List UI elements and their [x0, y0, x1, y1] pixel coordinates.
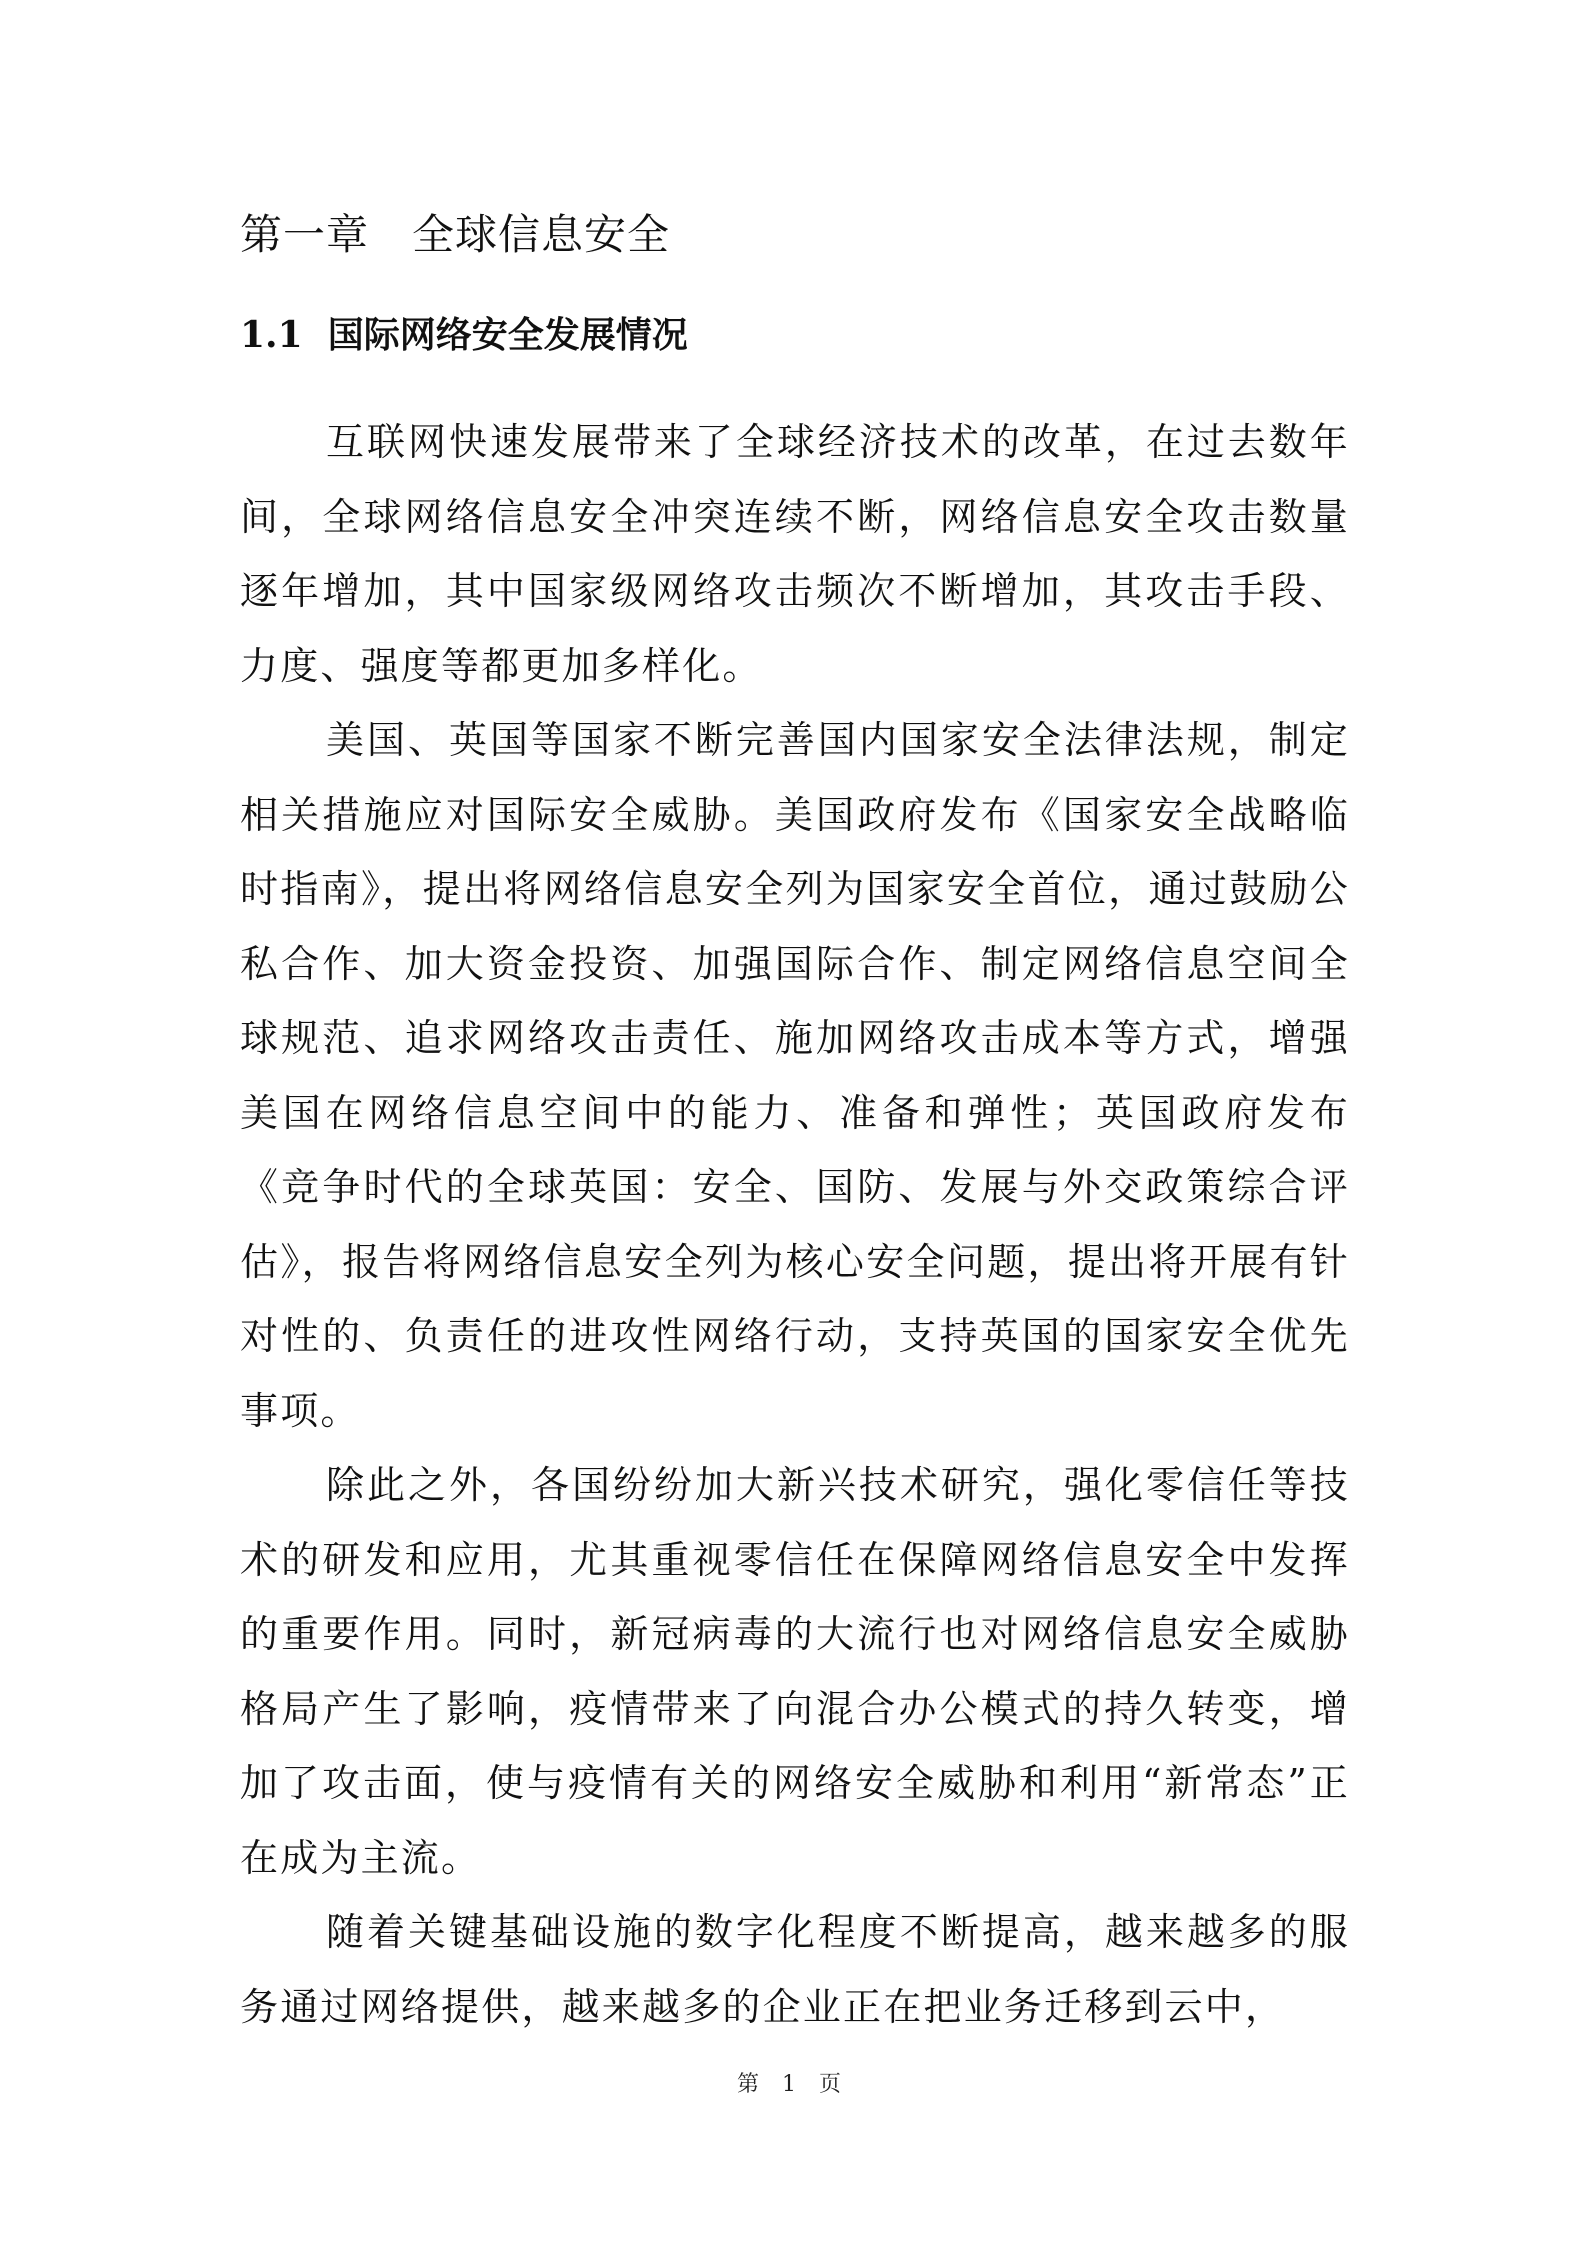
paragraph: 互联网快速发展带来了全球经济技术的改革，在过去数年间，全球网络信息安全冲突连续不断，网络信息安全攻击数量逐年增加，其中国家级网络攻击频次不断增加，其攻击手段、力度、强度等都更加多样化。	[240, 420, 1350, 688]
section-title: 1.1 国际网络安全发展情况	[240, 314, 688, 356]
chapter-title: 第一章 全球信息安全	[240, 210, 671, 259]
page-number: 第 1 页	[737, 2072, 849, 2097]
body-text	[240, 405, 1350, 2044]
paragraph: 除此之外，各国纷纷加大新兴技术研究，强化零信任等技术的研发和应用，尤其重视零信任在保障网络信息安全中发挥的重要作用。同时，新冠病毒的大流行也对网络信息安全威胁格局产生了影响，疫情带来了向混合办公模式的持久转变，增加了攻击面，使与疫情有关的网络安全威胁和利用“新常态”正在成为主流。	[240, 1463, 1350, 1880]
paragraph: 随着关键基础设施的数字化程度不断提高，越来越多的服务通过网络提供，越来越多的企业正在把业务迁移到云中，	[240, 1910, 1350, 2029]
paragraph: 美国、英国等国家不断完善国内国家安全法律法规，制定相关措施应对国际安全威胁。美国政府发布《国家安全战略临时指南》，提出将网络信息安全列为国家安全首位，通过鼓励公私合作、加大资金投资、加强国际合作、制定网络信息空间全球规范、追求网络攻击责任、施加网络攻击成本等方式，增强美国在网络信息空间中的能力、准备和弹性；英国政府发布《竞争时代的全球英国：安全、国防、发展与外交政策综合评估》，报告将网络信息安全列为核心安全问题，提出将开展有针对性的、负责任的进攻性网络行动，支持英国的国家安全优先事项。	[240, 718, 1350, 1433]
